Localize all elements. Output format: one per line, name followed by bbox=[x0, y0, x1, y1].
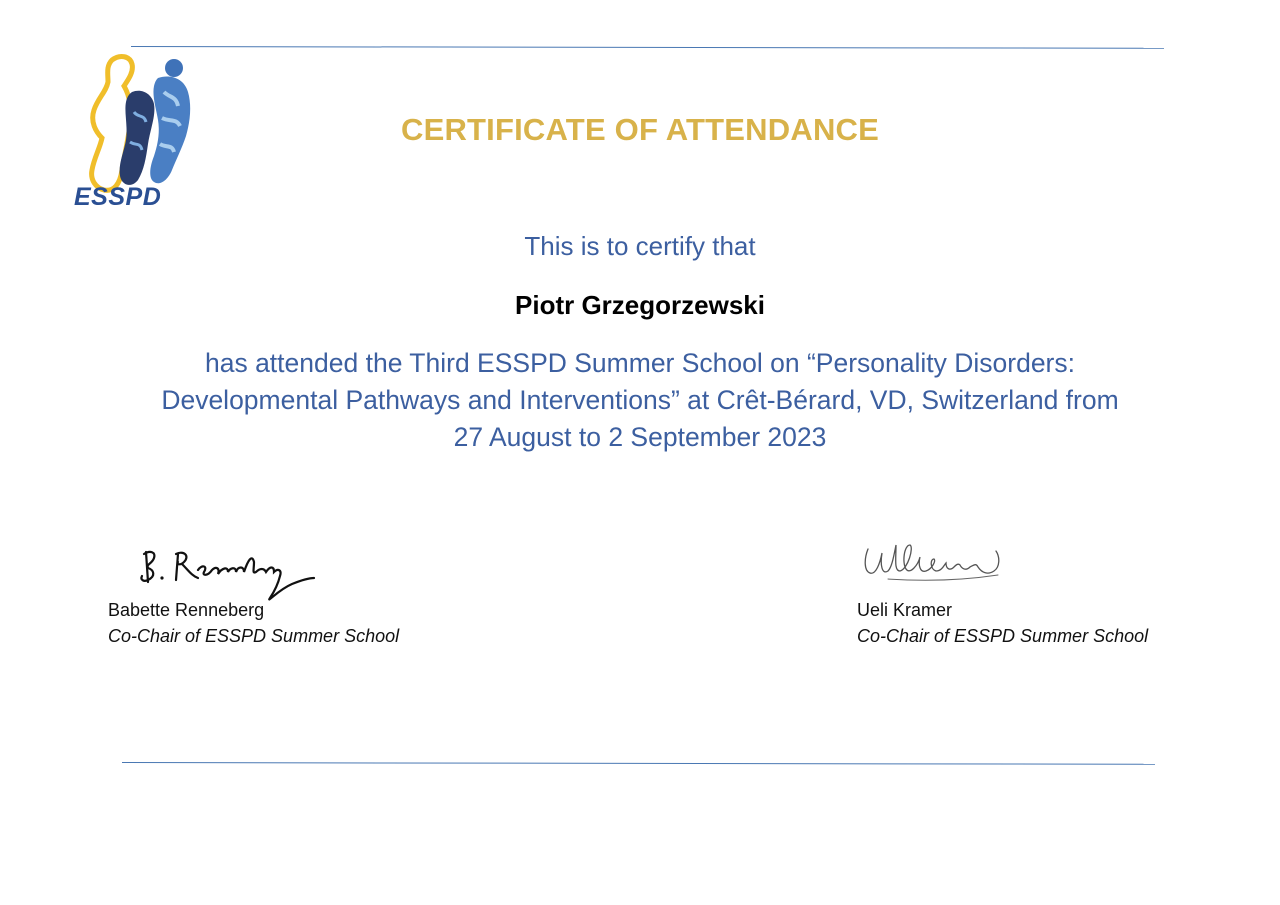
signatory-role: Co-Chair of ESSPD Summer School bbox=[108, 626, 400, 646]
esspd-logo-text: ESSPD bbox=[74, 183, 162, 211]
top-divider bbox=[131, 46, 1164, 49]
certify-intro: This is to certify that bbox=[524, 231, 756, 261]
recipient-name: Piotr Grzegorzewski bbox=[515, 290, 765, 320]
signatory-left bbox=[108, 597, 399, 649]
signature-kramer-icon bbox=[858, 535, 1008, 590]
signatory-right bbox=[857, 597, 1148, 649]
signatory-name: Ueli Kramer bbox=[857, 600, 953, 620]
signatory-name: Babette Renneberg bbox=[108, 600, 265, 620]
statement-line-3: 27 August to 2 September 2023 bbox=[453, 422, 827, 452]
signatory-role: Co-Chair of ESSPD Summer School bbox=[857, 626, 1149, 646]
attendance-statement bbox=[100, 345, 1180, 456]
statement-line-1: has attended the Third ESSPD Summer School on “Personality Disorders: bbox=[204, 348, 1075, 378]
certificate-title: CERTIFICATE OF ATTENDANCE bbox=[400, 112, 879, 147]
bottom-divider bbox=[122, 762, 1155, 765]
statement-line-2: Developmental Pathways and Interventions” at Crêt-Bérard, VD, Switzerland from bbox=[161, 385, 1119, 415]
